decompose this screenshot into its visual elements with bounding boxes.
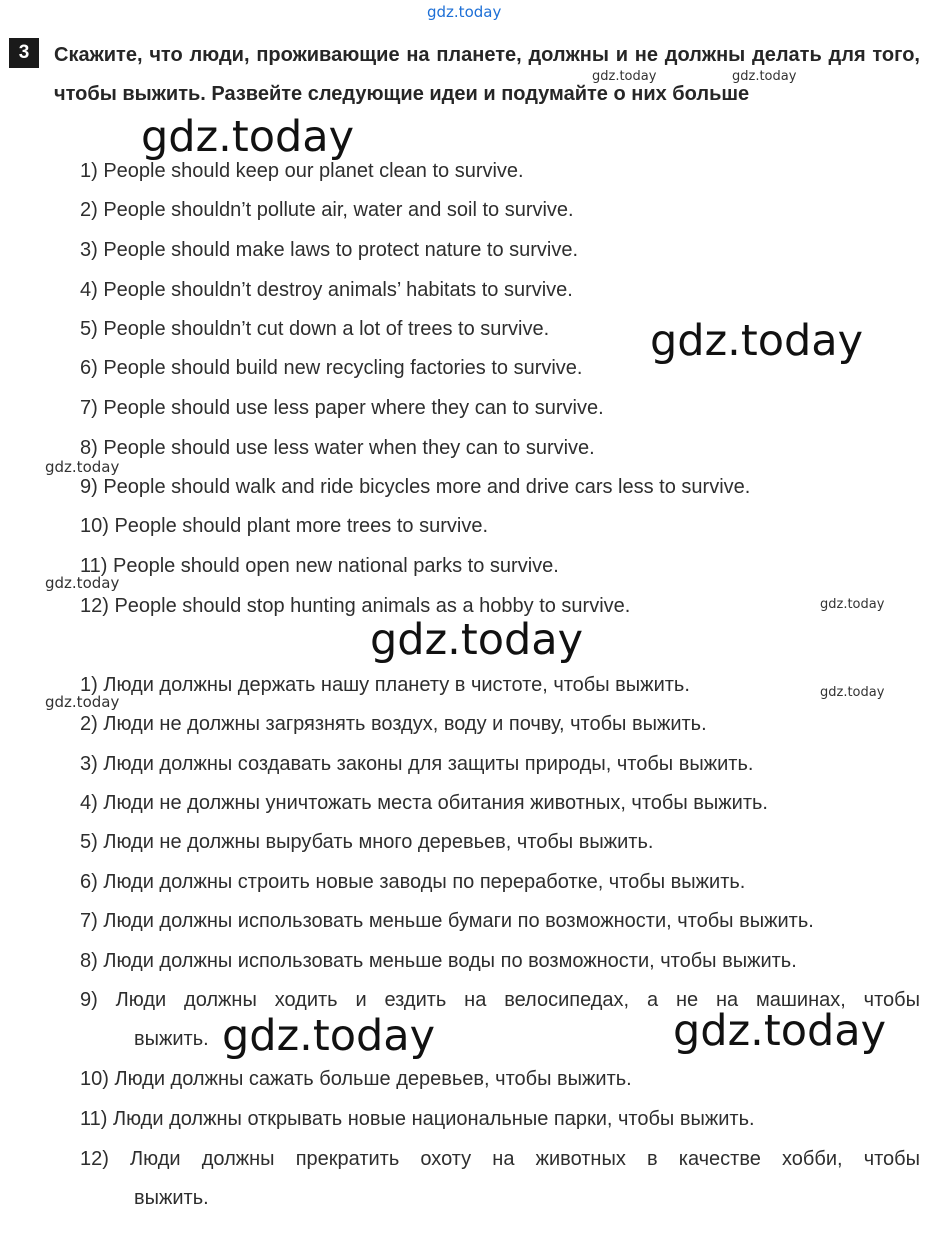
watermark: gdz.today — [141, 112, 355, 162]
header-watermark: gdz.today — [427, 3, 502, 21]
russian-answer-6: 6) Люди должны строить новые заводы по переработке, чтобы выжить. — [80, 871, 746, 893]
watermark: gdz.today — [820, 685, 885, 700]
english-answer-10: 10) People should plant more trees to survive. — [80, 515, 488, 537]
watermark: gdz.today — [222, 1011, 436, 1061]
english-answer-8: 8) People should use less water when they can to survive. — [80, 437, 595, 459]
english-answer-7: 7) People should use less paper where they can to survive. — [80, 397, 604, 419]
russian-answer-10: 10) Люди должны сажать больше деревьев, чтобы выжить. — [80, 1068, 632, 1090]
english-answer-4: 4) People shouldn’t destroy animals’ habitats to survive. — [80, 279, 573, 301]
english-answer-5: 5) People shouldn’t cut down a lot of trees to survive. — [80, 318, 550, 340]
task-number-badge: 3 — [9, 38, 39, 68]
english-answer-12: 12) People should stop hunting animals as a hobby to survive. — [80, 595, 631, 617]
english-answer-9: 9) People should walk and ride bicycles more and drive cars less to survive. — [80, 476, 751, 498]
russian-answer-12-continuation: выжить. — [134, 1187, 209, 1209]
russian-answer-1: 1) Люди должны держать нашу планету в чистоте, чтобы выжить. — [80, 674, 690, 696]
english-answer-6: 6) People should build new recycling factories to survive. — [80, 357, 583, 379]
task-instruction: Скажите, что люди, проживающие на планете, должны и не должны делать для того, чтобы выжить. Развейте следующие идеи и подумайте о них больше — [54, 44, 920, 105]
russian-answer-2: 2) Люди не должны загрязнять воздух, воду и почву, чтобы выжить. — [80, 713, 707, 735]
russian-answer-5: 5) Люди не должны вырубать много деревьев, чтобы выжить. — [80, 831, 654, 853]
watermark: gdz.today — [820, 597, 885, 612]
watermark: gdz.today — [650, 316, 864, 366]
english-answer-2: 2) People shouldn’t pollute air, water and soil to survive. — [80, 199, 574, 221]
russian-answer-9-continuation: выжить. — [134, 1028, 209, 1050]
watermark: gdz.today — [370, 615, 584, 665]
watermark: gdz.today — [45, 574, 120, 592]
watermark: gdz.today — [732, 69, 797, 84]
english-answer-3: 3) People should make laws to protect nature to survive. — [80, 239, 579, 261]
russian-answer-7: 7) Люди должны использовать меньше бумаги по возможности, чтобы выжить. — [80, 910, 814, 932]
english-answer-11: 11) People should open new national parks to survive. — [80, 555, 559, 577]
russian-answer-3: 3) Люди должны создавать законы для защиты природы, чтобы выжить. — [80, 753, 754, 775]
watermark: gdz.today — [45, 693, 120, 711]
watermark: gdz.today — [45, 458, 120, 476]
watermark: gdz.today — [592, 69, 657, 84]
english-answer-1: 1) People should keep our planet clean to survive. — [80, 160, 524, 182]
russian-answer-4: 4) Люди не должны уничтожать места обитания животных, чтобы выжить. — [80, 792, 768, 814]
watermark: gdz.today — [673, 1006, 887, 1056]
russian-answer-12: 12) Люди должны прекратить охоту на животных в качестве хобби, чтобы — [80, 1148, 920, 1170]
russian-answer-9: 9) Люди должны ходить и ездить на велосипедах, а не на машинах, чтобы — [80, 989, 920, 1011]
russian-answer-11: 11) Люди должны открывать новые национальные парки, чтобы выжить. — [80, 1108, 755, 1130]
russian-answer-8: 8) Люди должны использовать меньше воды по возможности, чтобы выжить. — [80, 950, 797, 972]
